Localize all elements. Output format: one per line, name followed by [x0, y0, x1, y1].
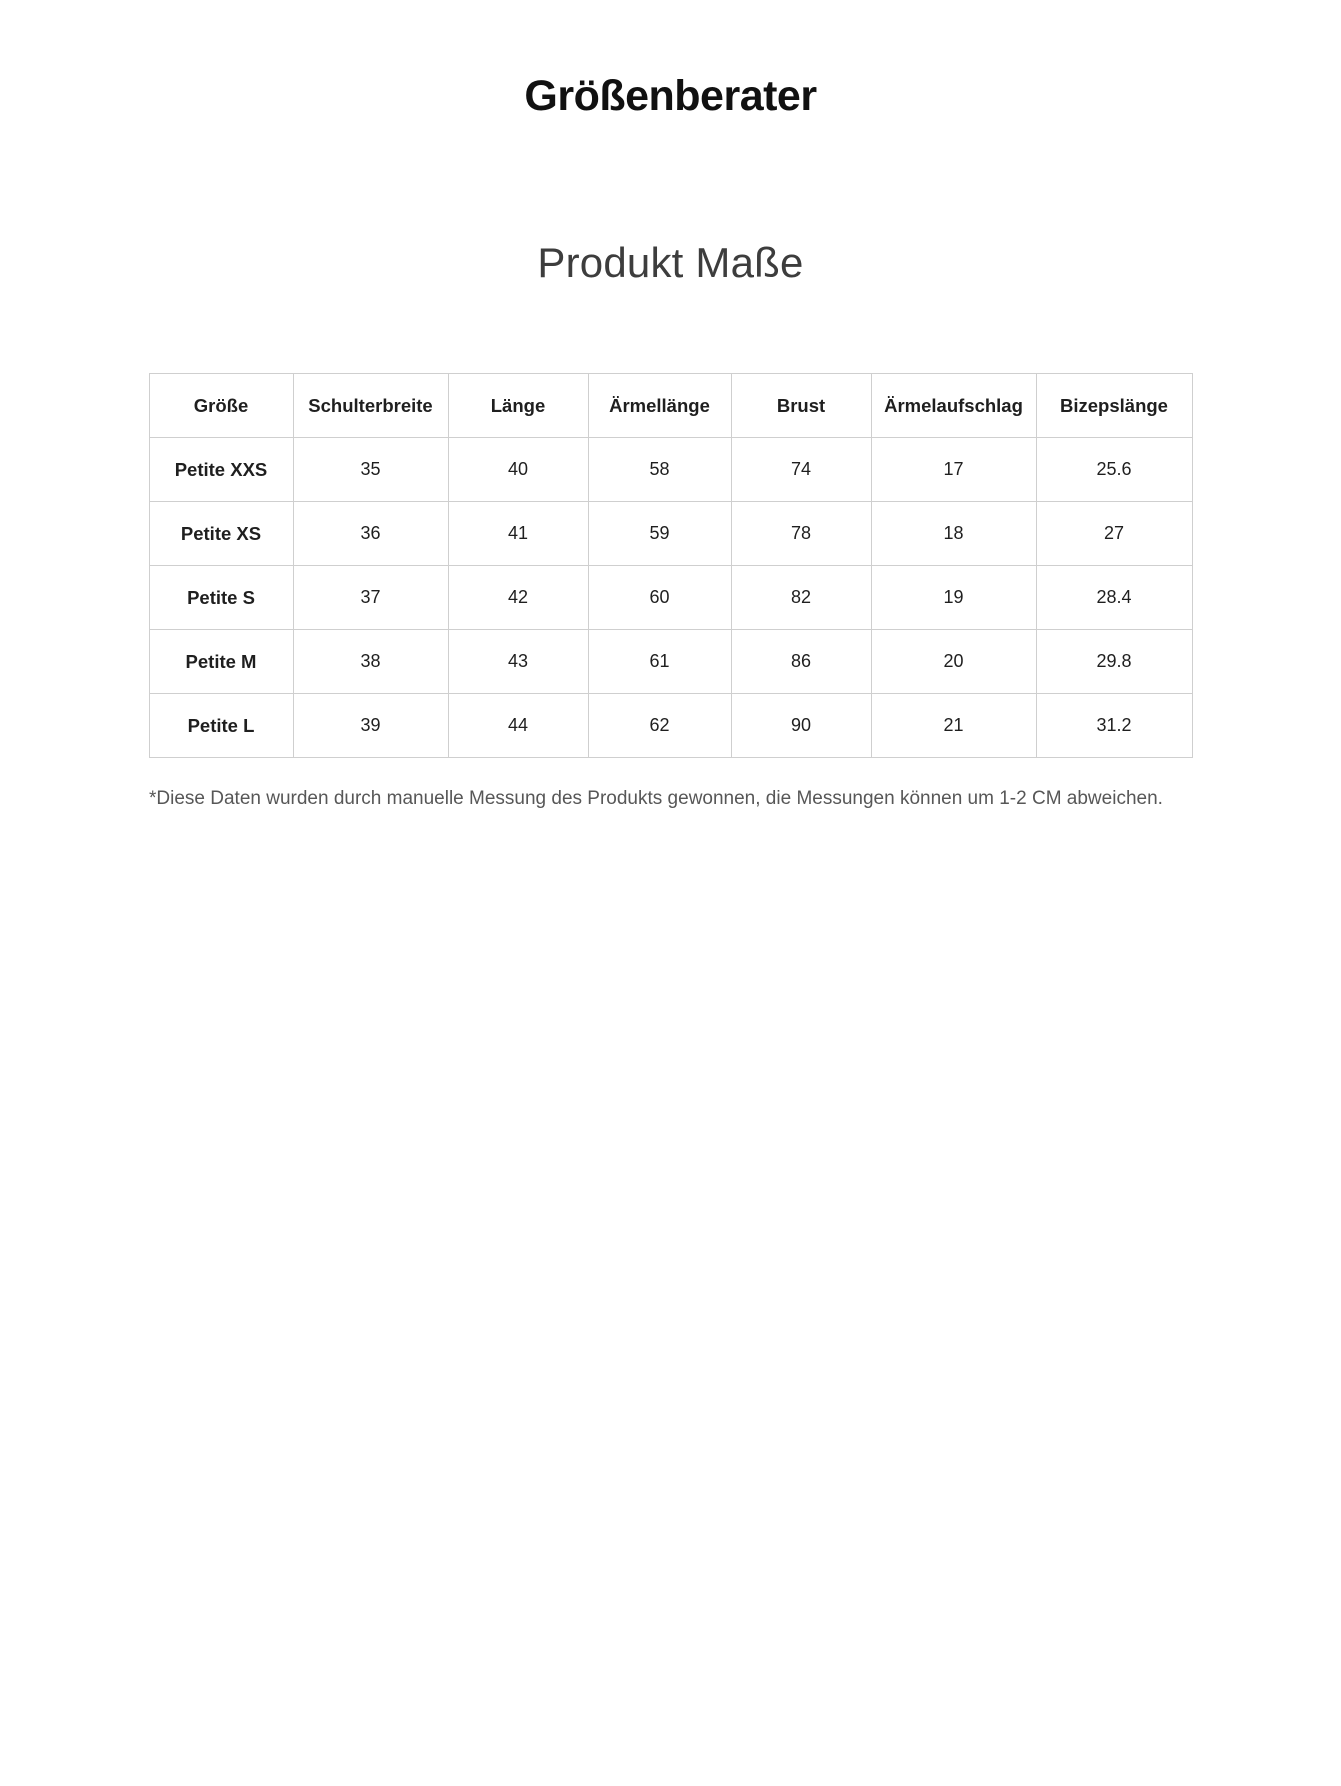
cell-sleeve-length: 58: [588, 438, 731, 502]
column-header-chest: Brust: [731, 374, 871, 438]
cell-length: 40: [448, 438, 588, 502]
column-header-cuff: Ärmelaufschlag: [871, 374, 1036, 438]
cell-size: Petite XXS: [149, 438, 293, 502]
column-header-length: Länge: [448, 374, 588, 438]
cell-cuff: 21: [871, 694, 1036, 758]
cell-shoulder-width: 35: [293, 438, 448, 502]
measurements-table-wrapper: [128, 373, 1213, 758]
cell-shoulder-width: 38: [293, 630, 448, 694]
table-header: [149, 374, 1192, 438]
cell-cuff: 19: [871, 566, 1036, 630]
cell-length: 41: [448, 502, 588, 566]
cell-cuff: 20: [871, 630, 1036, 694]
column-header-bicep-length: Bizepslänge: [1036, 374, 1192, 438]
cell-cuff: 18: [871, 502, 1036, 566]
cell-chest: 90: [731, 694, 871, 758]
cell-sleeve-length: 59: [588, 502, 731, 566]
cell-sleeve-length: 60: [588, 566, 731, 630]
cell-length: 44: [448, 694, 588, 758]
table-header-row: [149, 374, 1192, 438]
cell-bicep-length: 29.8: [1036, 630, 1192, 694]
cell-shoulder-width: 36: [293, 502, 448, 566]
cell-bicep-length: 31.2: [1036, 694, 1192, 758]
cell-chest: 74: [731, 438, 871, 502]
cell-sleeve-length: 61: [588, 630, 731, 694]
column-header-sleeve-length: Ärmellänge: [588, 374, 731, 438]
cell-chest: 86: [731, 630, 871, 694]
table-body: [149, 438, 1192, 758]
cell-shoulder-width: 39: [293, 694, 448, 758]
cell-sleeve-length: 62: [588, 694, 731, 758]
cell-bicep-length: 28.4: [1036, 566, 1192, 630]
cell-chest: 82: [731, 566, 871, 630]
table-row: [149, 630, 1192, 694]
cell-shoulder-width: 37: [293, 566, 448, 630]
cell-chest: 78: [731, 502, 871, 566]
cell-size: Petite L: [149, 694, 293, 758]
table-row: [149, 566, 1192, 630]
table-row: [149, 502, 1192, 566]
column-header-size: Größe: [149, 374, 293, 438]
cell-size: Petite M: [149, 630, 293, 694]
cell-length: 43: [448, 630, 588, 694]
measurements-table: [149, 373, 1193, 758]
cell-size: Petite S: [149, 566, 293, 630]
cell-cuff: 17: [871, 438, 1036, 502]
cell-length: 42: [448, 566, 588, 630]
column-header-shoulder-width: Schulterbreite: [293, 374, 448, 438]
cell-bicep-length: 25.6: [1036, 438, 1192, 502]
section-title: Produkt Maße: [537, 239, 804, 286]
table-row: [149, 694, 1192, 758]
measurement-disclaimer: *Diese Daten wurden durch manuelle Messung des Produkts gewonnen, die Messungen können um 1-2 CM abweichen.: [149, 788, 1163, 809]
cell-bicep-length: 27: [1036, 502, 1192, 566]
page-title: Größenberater: [524, 72, 817, 120]
cell-size: Petite XS: [149, 502, 293, 566]
table-row: [149, 438, 1192, 502]
